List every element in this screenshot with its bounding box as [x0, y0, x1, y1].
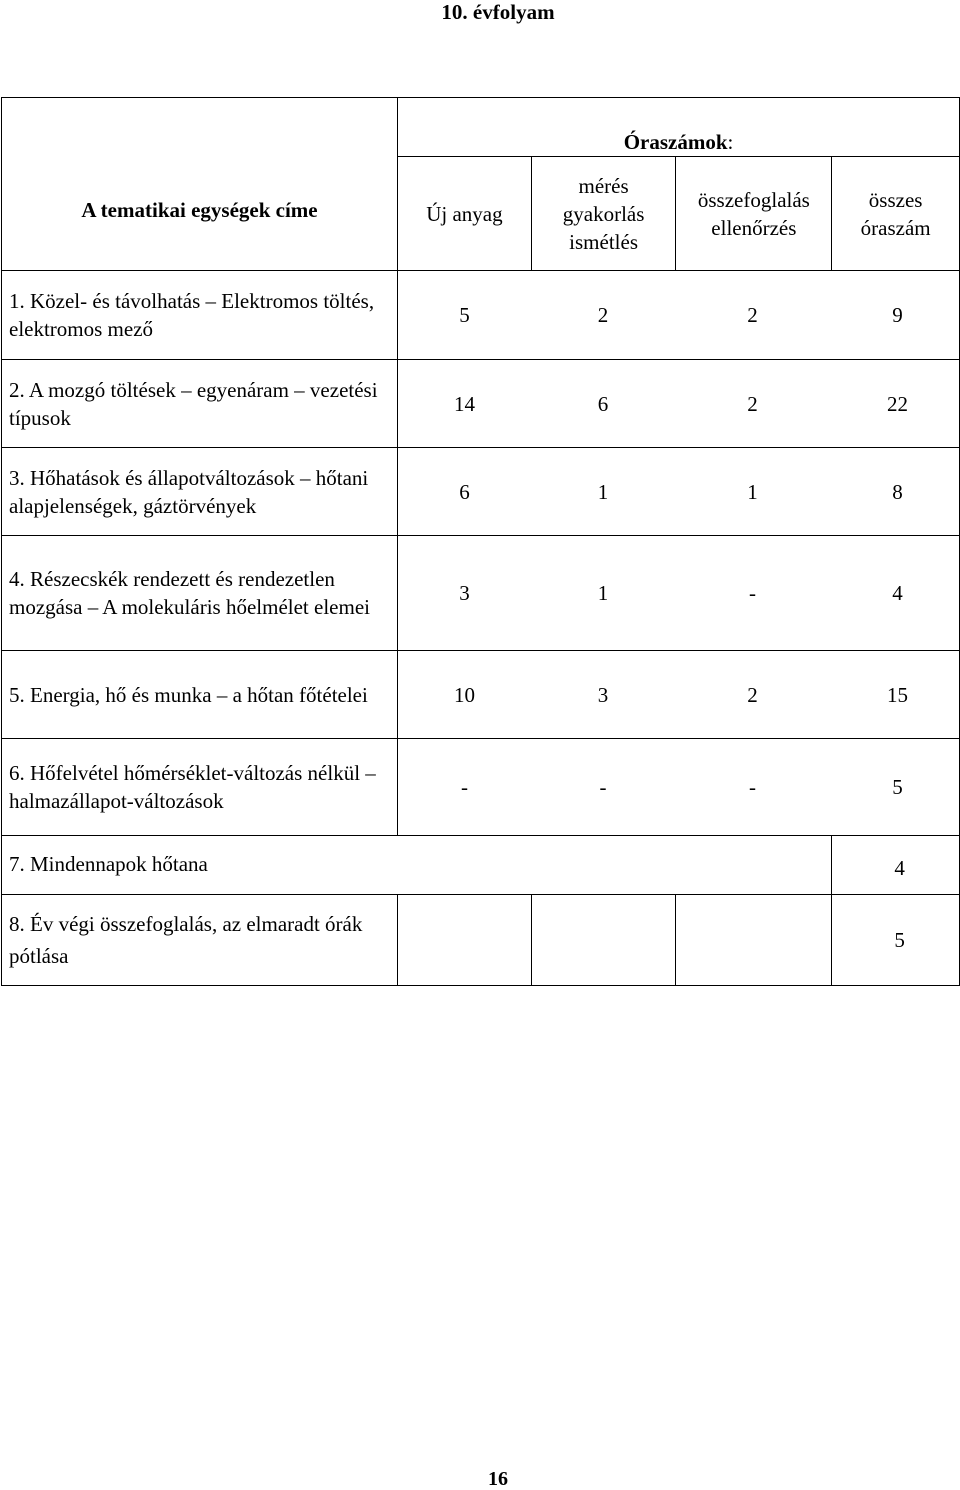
value-practice: 2	[597, 303, 609, 327]
value-practice	[531, 895, 676, 986]
values-cell	[398, 448, 960, 536]
table-row	[2, 651, 960, 739]
col-header-practice	[531, 157, 676, 271]
topic-text: 8. Év végi összefoglalás, az elmaradt órák pótlása	[9, 912, 363, 968]
value-total: 5	[892, 775, 903, 799]
values-cell	[398, 360, 960, 448]
value-summary: 2	[747, 682, 758, 707]
hours-group-suffix: :	[727, 130, 734, 154]
value-total: 9	[892, 303, 903, 327]
page-heading: 10. évfolyam	[441, 0, 555, 24]
value-summary: 2	[747, 303, 758, 327]
value-new: 5	[459, 303, 470, 327]
value-total: 22	[887, 391, 909, 416]
values-cell	[398, 739, 960, 836]
value-practice: -	[599, 775, 607, 799]
curriculum-table	[1, 97, 960, 986]
col-header-summary-text: összefoglalás ellenőrzés	[697, 187, 810, 240]
value-summary: 2	[747, 391, 758, 416]
value-total: 4	[892, 581, 903, 605]
value-summary	[676, 895, 832, 986]
value-new: 14	[454, 391, 476, 416]
value-new: 10	[454, 682, 476, 707]
col-header-total	[832, 157, 960, 271]
hours-group-header	[398, 98, 960, 157]
value-summary: -	[749, 581, 757, 605]
topic-cell: 5. Energia, hő és munka – a hőtan főtételei	[2, 651, 398, 739]
topic-title-header: A tematikai egységek címe	[2, 98, 398, 271]
table-row	[2, 448, 960, 536]
topic-cell: 3. Hőhatások és állapotváltozások – hőtani alapjelenségek, gáztörvények	[2, 448, 398, 536]
values-cell	[398, 271, 960, 360]
value-practice: 1	[597, 479, 609, 504]
value-new: 3	[459, 581, 470, 605]
value-new	[398, 895, 532, 986]
value-total: 8	[892, 479, 903, 504]
page-number: 16	[488, 1468, 508, 1490]
value-new: -	[461, 775, 469, 799]
col-header-total-text: összes óraszám	[860, 187, 931, 240]
table-row	[2, 739, 960, 836]
value-practice: 3	[597, 682, 609, 707]
table-row	[2, 836, 960, 895]
value-new: 6	[459, 479, 470, 504]
col-header-practice-text: mérés gyakorlás ismétlés	[562, 173, 645, 254]
topic-cell: 7. Mindennapok hőtana	[2, 836, 832, 895]
value-total: 5	[832, 895, 960, 986]
topic-cell: 4. Részecskék rendezett és rendezetlen mozgása – A molekuláris hőelmélet elemei	[2, 536, 398, 651]
table-row	[2, 536, 960, 651]
col-header-summary	[676, 157, 832, 271]
table-row	[2, 895, 960, 986]
topic-cell: 2. A mozgó töltések – egyenáram – vezetési típusok	[2, 360, 398, 448]
value-total: 15	[887, 682, 909, 707]
value-practice: 1	[597, 581, 609, 605]
table-row	[2, 360, 960, 448]
value-practice: 6	[597, 391, 609, 416]
col-header-new: Új anyag	[398, 157, 532, 271]
header-row-group	[2, 98, 960, 157]
table-row	[2, 271, 960, 360]
topic-cell	[2, 895, 398, 986]
values-cell	[398, 536, 960, 651]
value-summary: -	[749, 775, 757, 799]
topic-cell: 6. Hőfelvétel hőmérséklet-változás nélkül – halmazállapot-változások	[2, 739, 398, 836]
topic-cell: 1. Közel- és távolhatás – Elektromos töltés, elektromos mező	[2, 271, 398, 360]
values-cell	[398, 651, 960, 739]
value-total: 4	[832, 836, 960, 895]
value-summary: 1	[747, 479, 758, 504]
hours-group-label: Óraszámok	[623, 130, 728, 154]
